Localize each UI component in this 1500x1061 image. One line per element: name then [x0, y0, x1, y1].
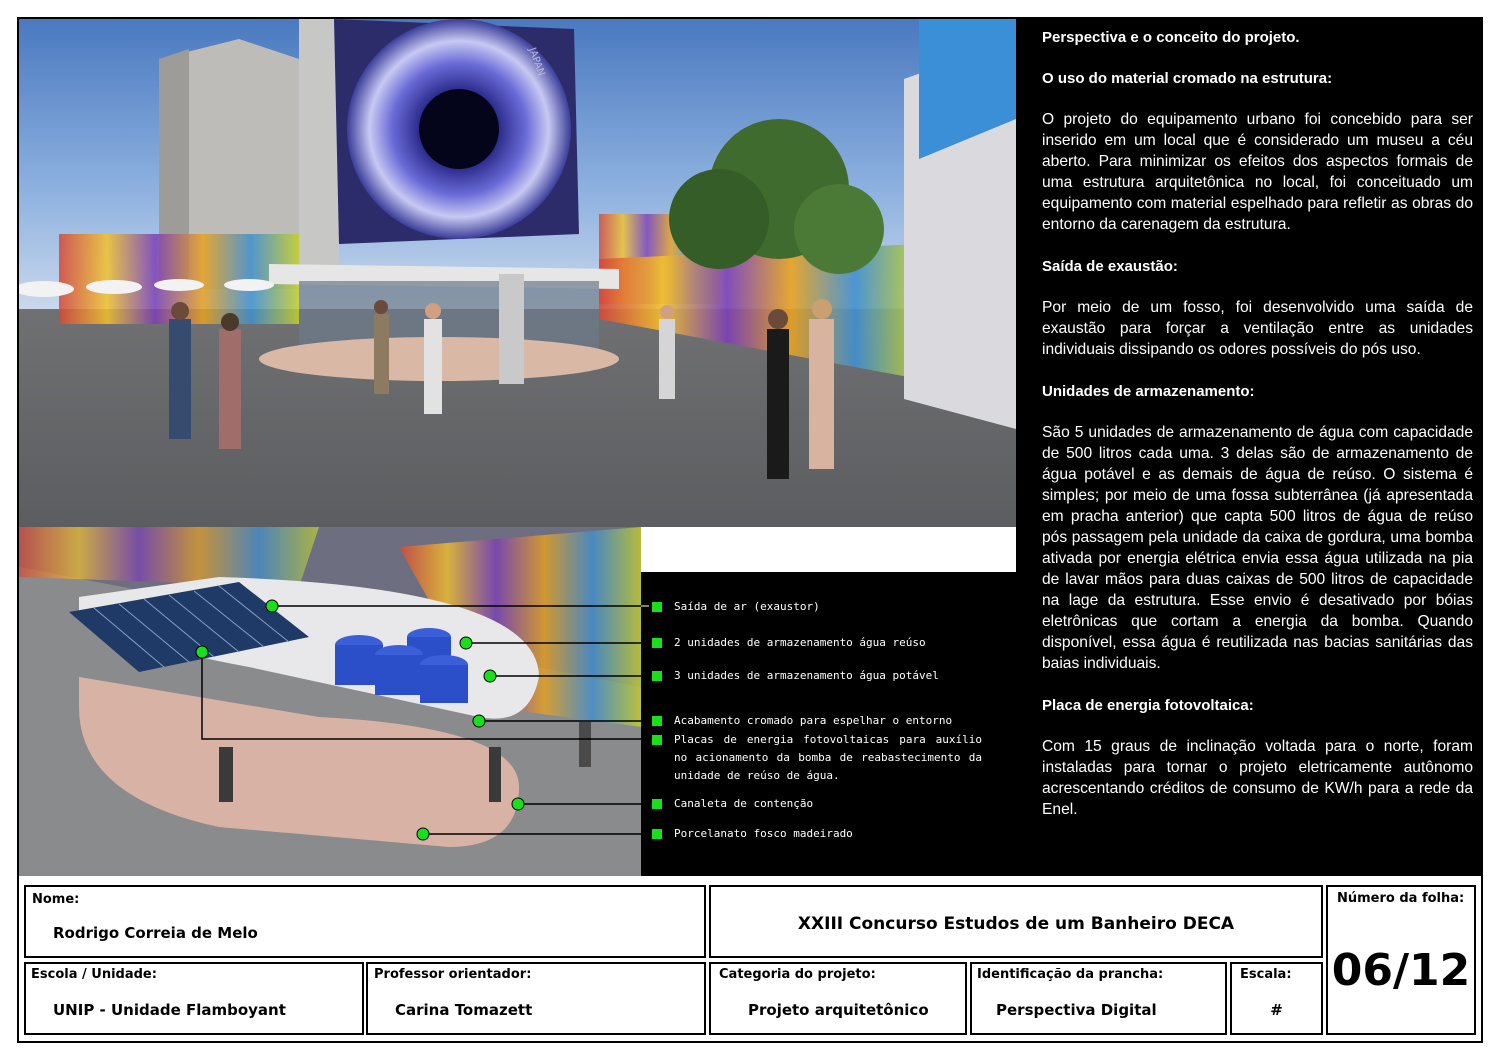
professor-label: Professor orientador:	[374, 967, 532, 982]
field-categoria	[709, 962, 967, 1035]
legend-label: Placas de energia fotovoltaicas para auxílio no acionamento da bomba de reabastecimento da unidade de reúso de água.	[674, 733, 982, 782]
legend-marker	[652, 735, 662, 745]
concurso-title: XXIII Concurso Estudos de um Banheiro DECA	[797, 914, 1235, 934]
identificacao-value: Perspectiva Digital	[996, 1001, 1157, 1019]
legend-label: 3 unidades de armazenamento água potável	[674, 669, 939, 682]
legend-marker	[652, 799, 662, 809]
categoria-value: Projeto arquitetônico	[748, 1001, 929, 1019]
legend-label: 2 unidades de armazenamento água reúso	[674, 636, 926, 649]
paragraph-material-cromado: O projeto do equipamento urbano foi concebido para ser inserido em um local que é considerado um museu a céu aberto. Para minimizar os efeitos dos aspectos formais de uma estrutura arquitetônica no local, foi conceituado um equipamento com material espelhado para refletir as obras do entorno da carenagem da estrutura.	[1042, 111, 1473, 233]
legend-marker	[652, 716, 662, 726]
escala-label: Escala:	[1240, 967, 1292, 982]
field-escola	[24, 962, 364, 1035]
field-identificacao	[970, 962, 1227, 1035]
escola-value: UNIP - Unidade Flamboyant	[53, 1001, 286, 1019]
heading-exaustao: Saída de exaustão:	[1042, 258, 1178, 275]
professor-value: Carina Tomazett	[395, 1001, 533, 1019]
legend-marker	[652, 829, 662, 839]
legend-marker	[652, 671, 662, 681]
description-text	[1042, 27, 1473, 841]
legend-label: Canaleta de contenção	[674, 797, 814, 810]
legend-marker	[652, 602, 662, 612]
escala-value: #	[1270, 1001, 1283, 1019]
legend-label: Saída de ar (exaustor)	[674, 600, 820, 613]
categoria-label: Categoria do projeto:	[719, 967, 876, 982]
perspective-render	[19, 19, 1016, 527]
field-concurso	[709, 885, 1323, 958]
paragraph-armazenamento: São 5 unidades de armazenamento de água com capacidade de 500 litros cada uma. 3 delas são de armazenamento de água potável e as demais de água de reúso. O sistema é simples; por meio de uma fossa subterrânea (já apresentada em pracha anterior) que capta 500 litros de água de reúso pós passagem pela unidade da caixa de gordura, uma bomba ativada por energia elétrica envia essa água utilizada na pia de lavar mãos para duas caixas de 500 litros de capacidade na lage da estrutura. Esse envio é desativado por bóias eletrônicas que cortam a energia da bomba. Quando disponível, essa água é reutilizada nas bacias sanitárias das baias individuais.	[1042, 424, 1473, 672]
field-escala	[1230, 962, 1323, 1035]
heading-fotovoltaica: Placa de energia fotovoltaica:	[1042, 697, 1254, 714]
identificacao-label: Identificação da prancha:	[977, 967, 1164, 982]
heading-perspectiva: Perspectiva e o conceito do projeto.	[1042, 29, 1300, 46]
legend-label: Acabamento cromado para espelhar o entorno	[674, 714, 953, 727]
legend-marker	[652, 638, 662, 648]
description-panel	[1016, 19, 1481, 876]
escola-label: Escola / Unidade:	[31, 967, 157, 982]
legend-label: Porcelanato fosco madeirado	[674, 827, 853, 840]
axonometric-render	[19, 527, 641, 876]
folha-label: Número da folha:	[1337, 891, 1465, 906]
heading-material-cromado: O uso do material cromado na estrutura:	[1042, 70, 1333, 87]
field-professor	[366, 962, 706, 1035]
nome-value: Rodrigo Correia de Melo	[53, 924, 258, 942]
field-numero-folha	[1326, 885, 1476, 1035]
paragraph-exaustao: Por meio de um fosso, foi desenvolvido uma saída de exaustão para forçar a ventilação entre as unidades individuais dissipando os odores possíveis do pós uso.	[1042, 299, 1473, 358]
heading-armazenamento: Unidades de armazenamento:	[1042, 383, 1255, 400]
paragraph-fotovoltaica: Com 15 graus de inclinação voltada para o norte, foram instaladas para tornar o projeto eletricamente autônomo acrescentando créditos de consumo de KW/h para a rede da Enel.	[1042, 738, 1473, 818]
nome-label: Nome:	[32, 892, 80, 907]
field-nome	[24, 885, 706, 958]
folha-value: 06/12	[1331, 945, 1471, 996]
camera-brand-text: JAPAN	[526, 46, 547, 78]
